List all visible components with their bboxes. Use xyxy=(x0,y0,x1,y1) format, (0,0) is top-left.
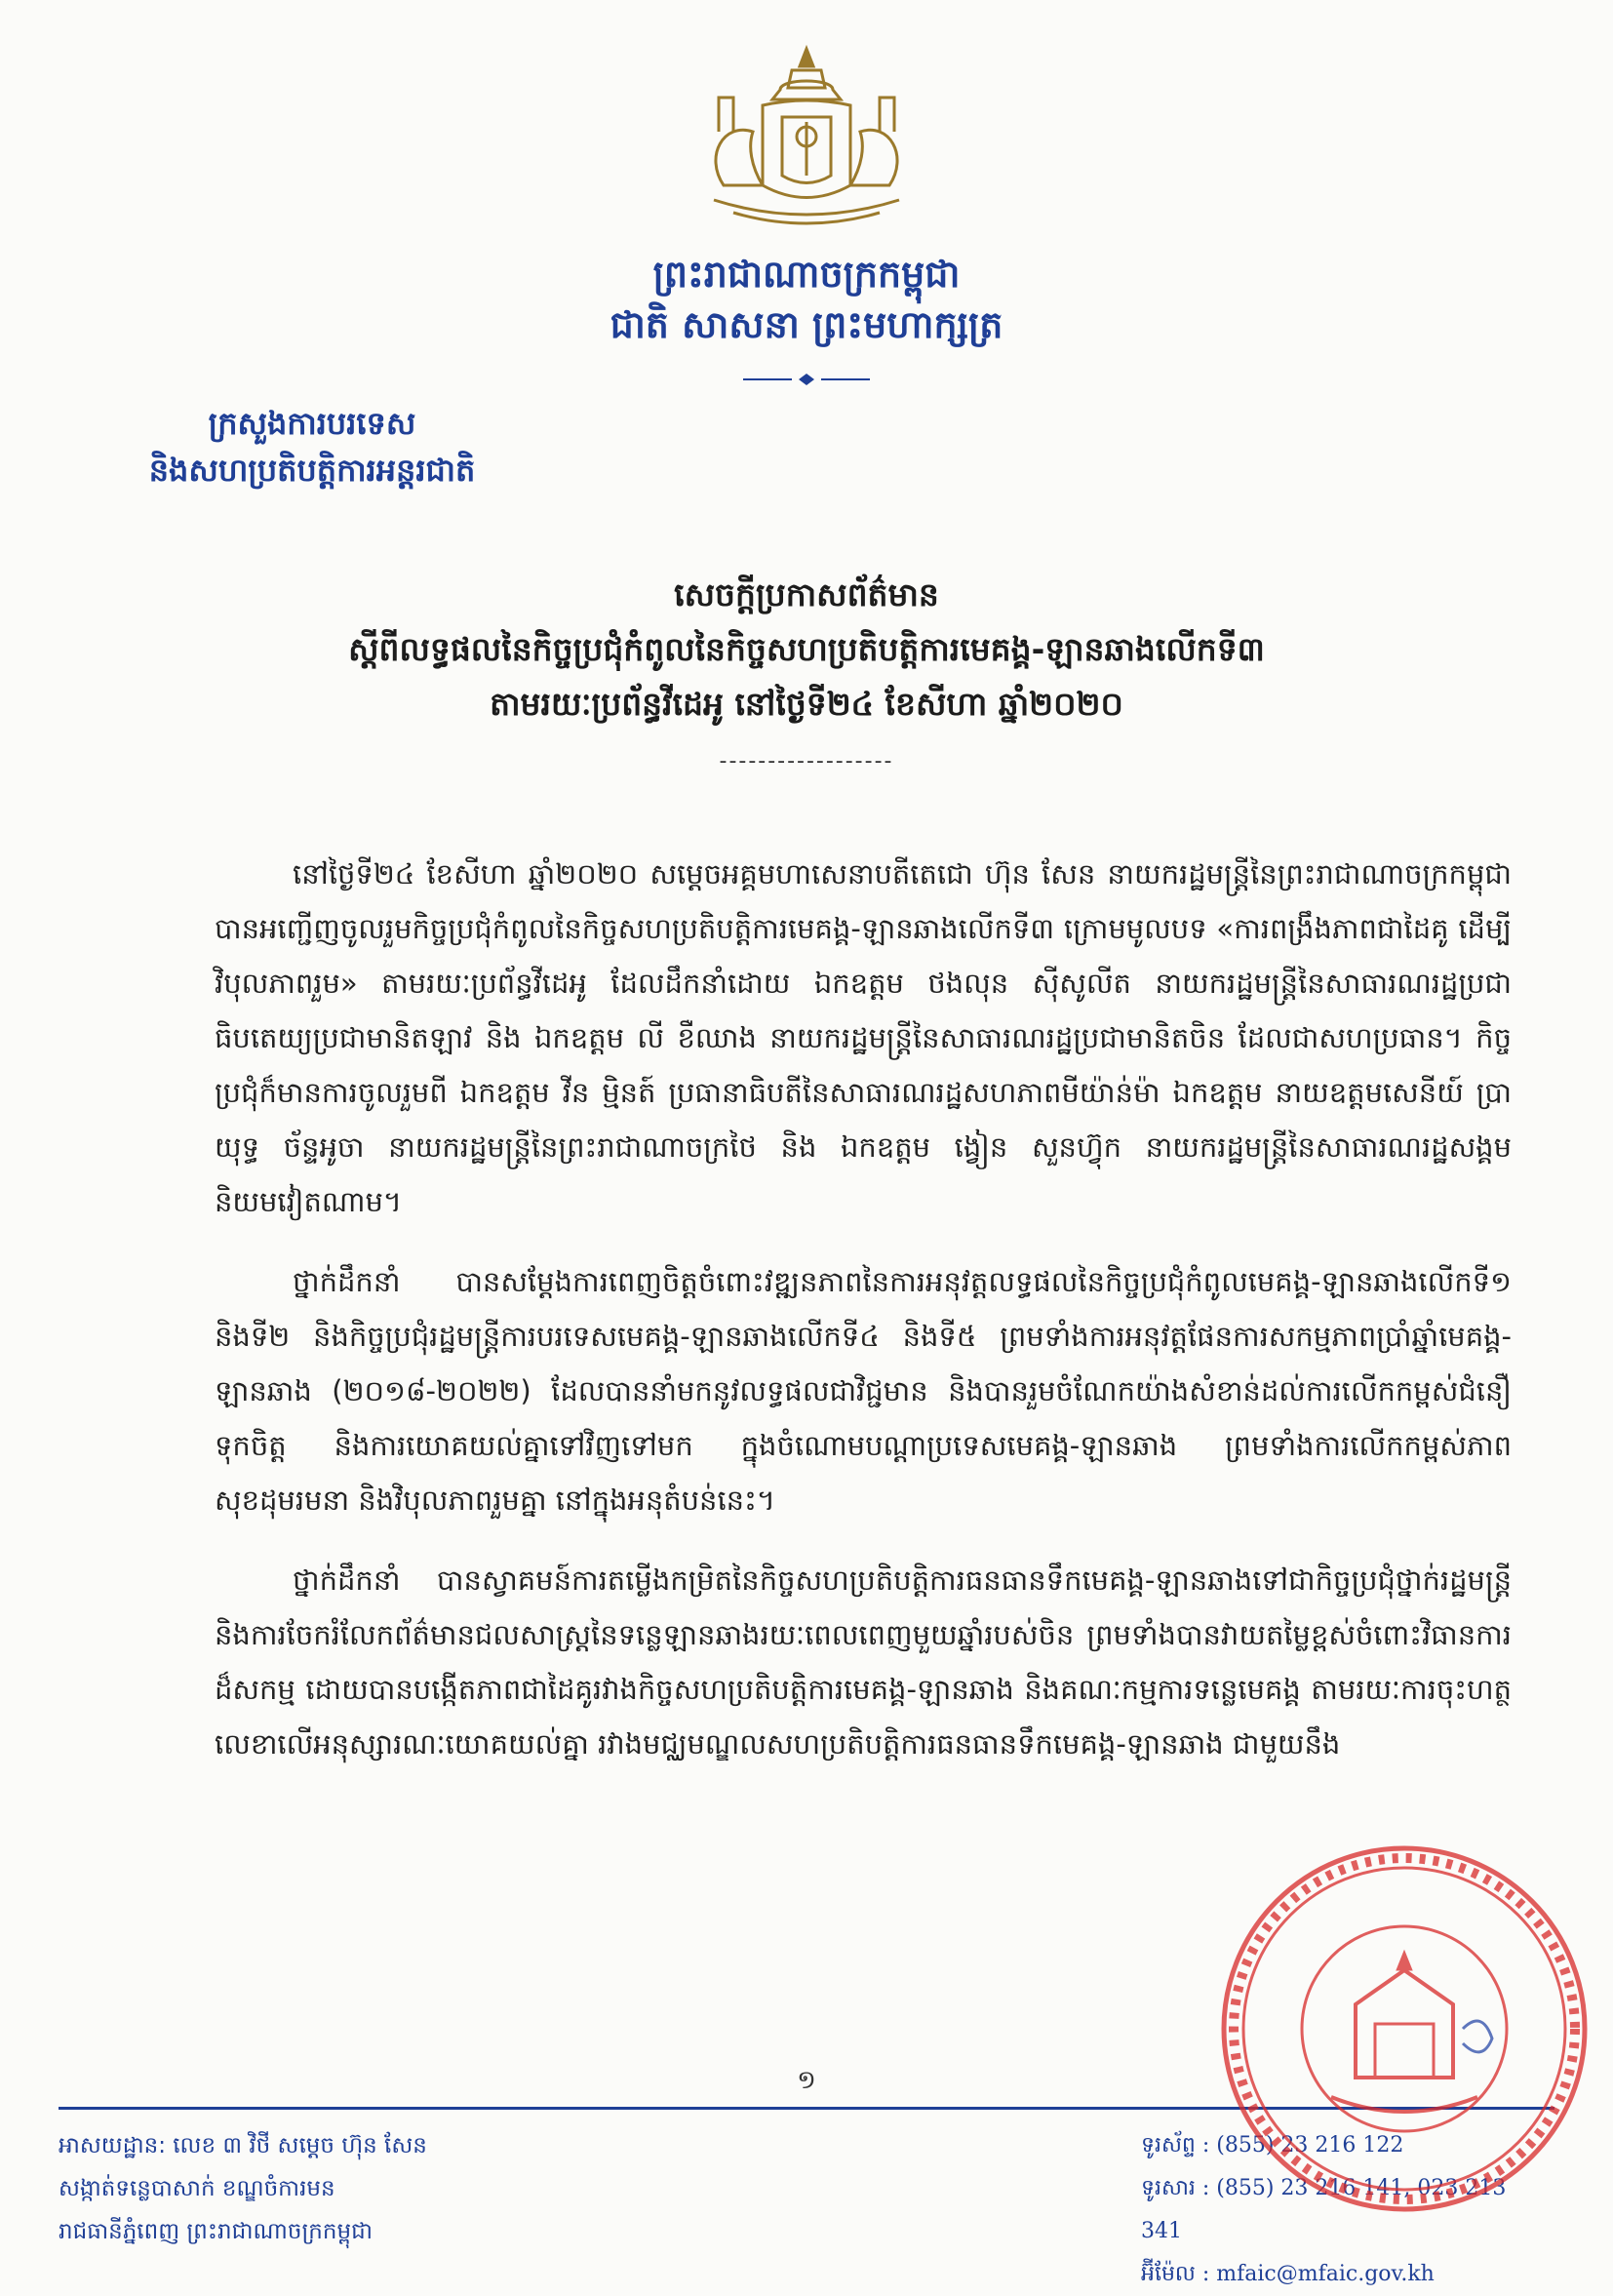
ministry-name-line1: ក្រសួងការបរទេស xyxy=(208,405,416,442)
kingdom-heading xyxy=(0,249,1613,350)
title-line1: សេចក្តីប្រកាសព័ត៌មាន xyxy=(674,575,939,614)
ministry-name-line2: និងសហប្រតិបត្តិការអន្តរជាតិ xyxy=(148,452,476,489)
kingdom-name: ព្រះរាជាណាចក្រកម្ពុជា xyxy=(652,253,961,296)
email-address: អ៊ីម៉ែល : mfaic@mfaic.gov.kh xyxy=(1141,2262,1435,2286)
address-line: សង្កាត់ទន្លេបាសាក់ ខណ្ឌចំការមន xyxy=(59,2176,335,2201)
body-paragraph: ថ្នាក់ដឹកនាំ បានសម្តែងការពេញចិត្តចំពោះវឌ្ឍនភាពនៃការអនុវត្តលទ្ធផលនៃកិច្ចប្រជុំកំពូលមេគង្គ-ឡានឆាងលើកទី១ និងទី២ និងកិច្ចប្រជុំរដ្ឋមន្ត្រីការបរទេសមេគង្គ-ឡានឆាងលើកទី៤ និងទី៥ ព្រមទាំងការអនុវត្តផែនការសកម្មភាពប្រាំឆ្នាំមេគង្គ-ឡានឆាង (២០១៨-២០២២) ដែលបាននាំមកនូវលទ្ធផលជាវិជ្ជមាន និងបានរួមចំណែកយ៉ាងសំខាន់ដល់ការលើកកម្ពស់ជំនឿទុកចិត្ត និងការយោគយល់គ្នាទៅវិញទៅមក ក្នុងចំណោមបណ្តាប្រទេសមេគង្គ-ឡានឆាង ព្រមទាំងការលើកកម្ពស់ភាពសុខដុមរមនា និងវិបុលភាពរួមគ្នា នៅក្នុងអនុតំបន់នេះ។ xyxy=(215,1265,1512,1517)
title-separator: ------------------ xyxy=(719,749,894,773)
address-line: អាសយដ្ឋាន: លេខ ៣ វិថី សម្តេច ហ៊ុន សែន xyxy=(59,2133,427,2158)
title-line2: ស្តីពីលទ្ធផលនៃកិច្ចប្រជុំកំពូលនៃកិច្ចសហប្រតិបត្តិការមេគង្គ-ឡានឆាងលើកទី៣ xyxy=(348,630,1265,668)
body-paragraph: ថ្នាក់ដឹកនាំ បានស្វាគមន៍ការតម្លើងកម្រិតនៃកិច្ចសហប្រតិបត្តិការធនធានទឹកមេគង្គ-ឡានឆាងទៅជាកិច្ចប្រជុំថ្នាក់រដ្ឋមន្ត្រី និងការចែករំលែកព័ត៌មានជលសាស្ត្រនៃទន្លេឡានឆាងរយៈពេលពេញមួយឆ្នាំរបស់ចិន ព្រមទាំងបានវាយតម្លៃខ្ពស់ចំពោះវិធានការដ៏សកម្ម ដោយបានបង្កើតភាពជាដៃគូរវាងកិច្ចសហប្រតិបត្តិការមេគង្គ-ឡានឆាង និងគណៈកម្មការទន្លេមេគង្គ តាមរយៈការចុះហត្ថលេខាលើអនុស្សារណៈយោគយល់គ្នា រវាងមជ្ឈមណ្ឌលសហប្រតិបត្តិការធនធានទឹកមេគង្គ-ឡានឆាង ជាមួយនឹង xyxy=(215,1564,1512,1761)
official-seal-icon xyxy=(1209,1834,1599,2224)
royal-emblem-icon xyxy=(694,39,919,234)
national-motto: ជាតិ សាសនា ព្រះមហាក្សត្រ xyxy=(610,303,1003,346)
phone-number: ទូរស័ព្ទ : (855) 23 216 122 xyxy=(1141,2133,1404,2157)
ornament-divider-icon xyxy=(738,373,875,386)
title-line3: តាមរយៈប្រព័ន្ធវីដេអូ នៅថ្ងៃទី២៤ ខែសីហា ឆ្នាំ២០២០ xyxy=(490,685,1123,723)
body-paragraph: នៅថ្ងៃទី២៤ ខែសីហា ឆ្នាំ២០២០ សម្តេចអគ្គមហាសេនាបតីតេជោ ហ៊ុន សែន នាយករដ្ឋមន្ត្រីនៃព្រះរាជាណាចក្រកម្ពុជា បានអញ្ជើញចូលរួមកិច្ចប្រជុំកំពូលនៃកិច្ចសហប្រតិបត្តិការមេគង្គ-ឡានឆាងលើកទី៣ ក្រោមមូលបទ «ការពង្រឹងភាពជាដៃគូ ដើម្បីវិបុលភាពរួម» តាមរយៈប្រព័ន្ធវីដេអូ ដែលដឹកនាំដោយ ឯកឧត្តម ថងលុន ស៊ីសូលីត នាយករដ្ឋមន្ត្រីនៃសាធារណរដ្ឋប្រជាធិបតេយ្យប្រជាមានិតឡាវ និង ឯកឧត្តម លី ខឺឈាង នាយករដ្ឋមន្ត្រីនៃសាធារណរដ្ឋប្រជាមានិតចិន ដែលជាសហប្រធាន។ កិច្ចប្រជុំក៏មានការចូលរួមពី ឯកឧត្តម វីន មិ្មនត៍ ប្រធានាធិបតីនៃសាធារណរដ្ឋសហភាពមីយ៉ាន់ម៉ា ឯកឧត្តម នាយឧត្តមសេនីយ៍ ប្រាយុទ្ធ ច័ន្ទអូចា នាយករដ្ឋមន្ត្រីនៃព្រះរាជាណាចក្រថៃ និង ឯកឧត្តម ង្វៀន សួនហ៊្វុក នាយករដ្ឋមន្ត្រីនៃសាធារណរដ្ឋសង្គមនិយមវៀតណាម។ xyxy=(215,857,1512,1218)
document-body xyxy=(215,847,1512,1797)
address-line: រាជធានីភ្នំពេញ ព្រះរាជាណាចក្រកម្ពុជា xyxy=(59,2219,373,2244)
footer-address xyxy=(59,2124,839,2253)
page-number: ១ xyxy=(797,2066,816,2095)
document-title xyxy=(0,568,1613,732)
fax-number: ទូរសារ : (855) 23 216 141, 023 213 341 xyxy=(1141,2176,1507,2243)
ministry-heading xyxy=(107,400,517,494)
